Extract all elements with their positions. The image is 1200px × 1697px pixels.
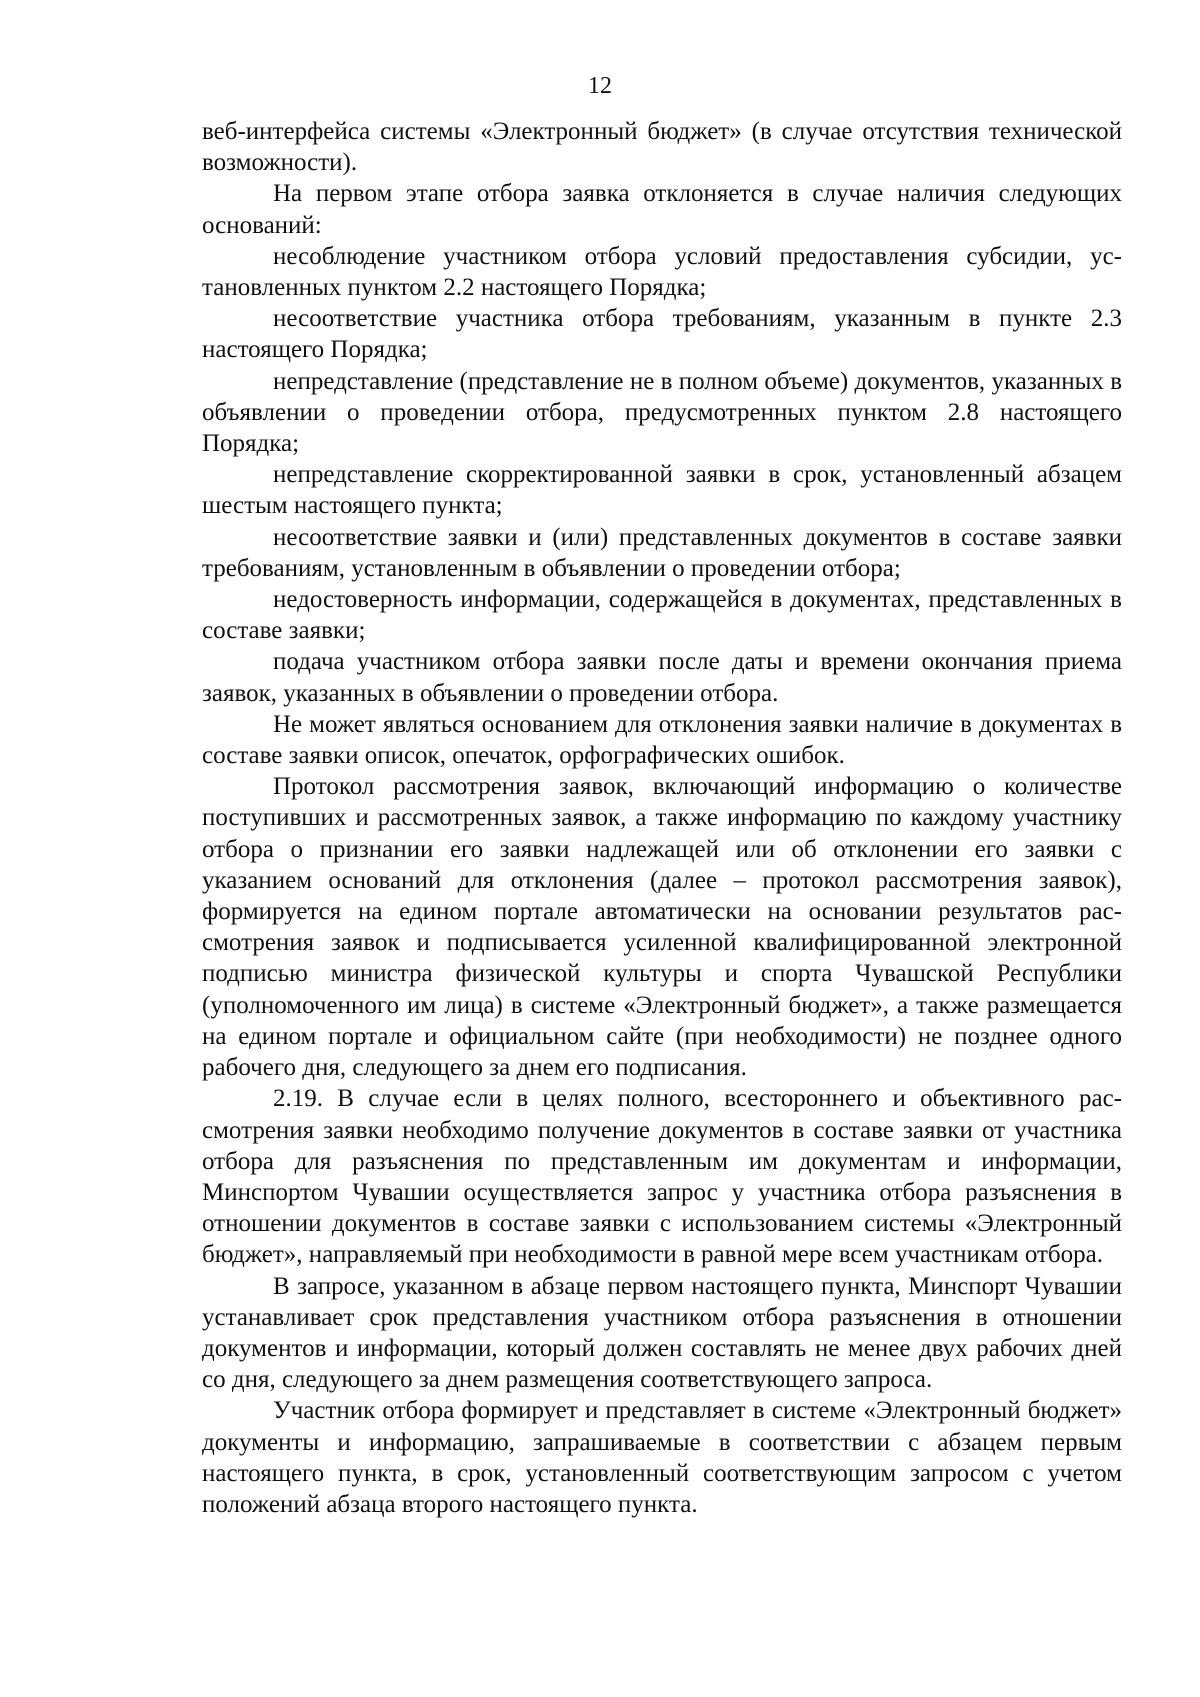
paragraph: веб-интерфейса системы «Электронный бюджет» (в случае отсутствия технической возможности). [202, 118, 1122, 177]
paragraph: Не может являться основанием для отклонения заявки наличие в документах в составе заявки описок, опечаток, орфографических ошибок. [202, 710, 1122, 770]
document-body [202, 116, 1122, 1520]
paragraph: несоблюдение участником отбора условий предоставления субсидии, установленных пунктом 2.2 настоящего Порядка; [202, 242, 1122, 302]
paragraph: несоответствие участника отбора требованиям, указанным в пункте 2.3 настоящего Порядка; [202, 305, 1122, 364]
paragraph: Протокол рассмотрения заявок, включающий информацию о количестве поступивших и рассмотренных заявок, а также информацию по каждому участнику отбора о признании его заявки надлежащей или об отклонении его заявки с указанием оснований для отклонения (далее – протокол рассмотрения заявок), формируется на едином портале автоматически на основании результатов рассмотрения заявок и подписывается усиленной квалифицированной электронной подписью министра физической культуры и спорта Чувашской Республики (уполномоченного им лица) в системе «Электронный бюджет», а также размещается на едином портале и официальном сайте (при необходимости) не позднее одного рабочего дня, следующего за днем его подписания. [202, 773, 1122, 1082]
page-number: 12 [588, 73, 612, 99]
paragraph: В запросе, указанном в абзаце первом настоящего пункта, Минспорт Чувашии устанавливает срок представления участником отбора разъяснения в отношении документов и информации, который должен составлять не менее двух рабочих дней со дня, следующего за днем размещения соответствующего запроса. [202, 1272, 1122, 1394]
paragraph: Участник отбора формирует и представляет в системе «Электронный бюджет» документы и информацию, запрашиваемые в соответствии с абзацем первым настоящего пункта, в срок, установленный соответствующим запросом с учетом положений абзаца второго настоящего пункта. [202, 1397, 1122, 1518]
paragraph: недостоверность информации, содержащейся в документах, представленных в составе заявки; [202, 586, 1122, 645]
paragraph: непредставление (представление не в полном объеме) документов, указанных в объявлении о проведении отбора, предусмотренных пунктом 2.8 настоящего Порядка; [202, 367, 1122, 458]
paragraph: На первом этапе отбора заявка отклоняется в случае наличия следующих оснований: [202, 180, 1122, 239]
paragraph: 2.19. В случае если в целях полного, всестороннего и объективного рассмотрения заявки необходимо получение документов в составе заявки от участника отбора для разъяснения по представленным им документам и информации, Минспортом Чувашии осуществляется запрос у участника отбора разъяснения в отношении документов в составе заявки с использованием системы «Электронный бюджет», направляемый при необходимости в равной мере всем участникам отбора. [202, 1085, 1122, 1269]
paragraph: подача участником отбора заявки после даты и времени окончания приема заявок, указанных в объявлении о проведении отбора. [202, 648, 1122, 707]
paragraph: непредставление скорректированной заявки в срок, установленный абзацем шестым настоящего пункта; [202, 461, 1122, 520]
paragraph: несоответствие заявки и (или) представленных документов в составе заявки требованиям, установленным в объявлении о проведении отбора; [202, 523, 1122, 582]
